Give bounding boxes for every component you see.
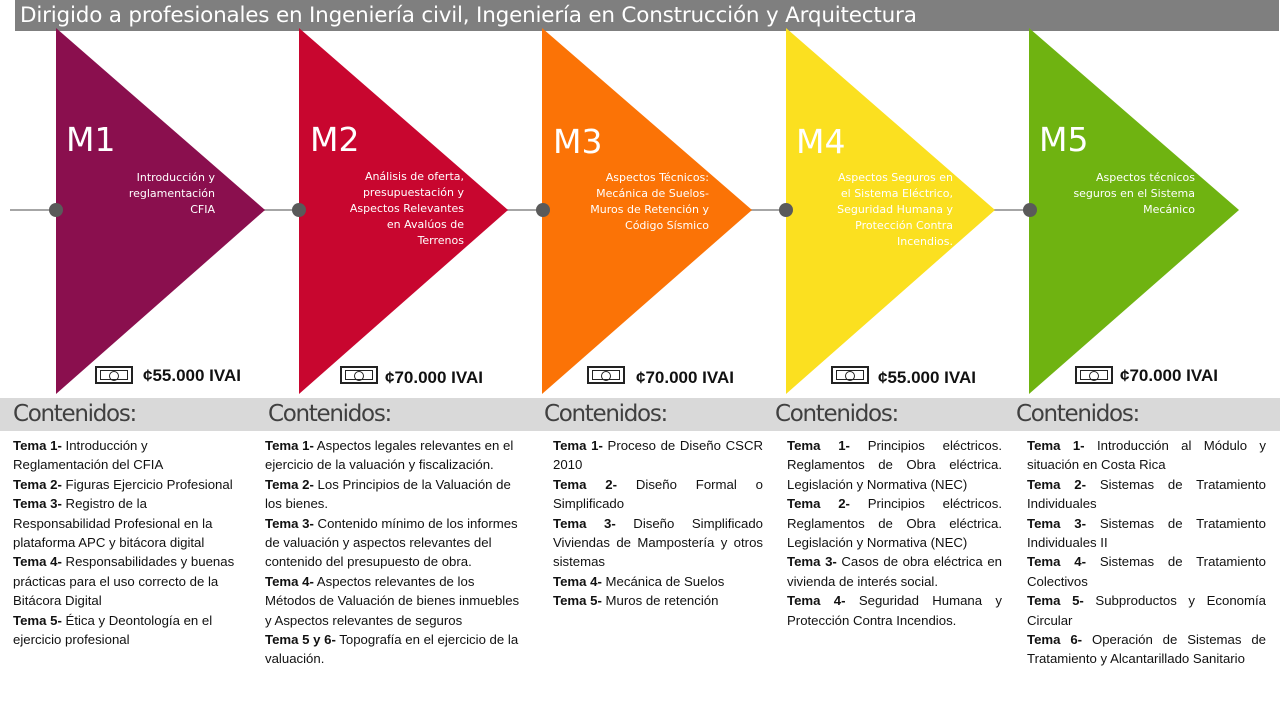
topic-item: Tema 5- Subproductos y Economía Circular <box>1027 593 1266 628</box>
topic-item: Tema 1- Aspectos legales relevantes en el ejercicio de la valuación y fiscalización. <box>265 438 514 473</box>
m1-money-icon <box>95 366 133 384</box>
topic-item: Tema 3- Contenido mínimo de los informes de valuación y aspectos relevantes del contenido del presupuesto de obra. <box>265 515 518 570</box>
topic-item: Tema 4- Responsabilidades y buenas prácticas para el uso correcto de la Bitácora Digital <box>13 554 235 609</box>
topic-item: Tema 4- Mecánica de Suelos <box>553 573 725 589</box>
m1-topics <box>13 436 235 649</box>
topic-item: Tema 1- Principios eléctricos. Reglamentos de Obra eléctrica. Legislación y Normativa (NEC) <box>787 438 1002 492</box>
topic-item: Tema 2- Sistemas de Tratamiento Individuales <box>1027 476 1266 512</box>
topic-item: Tema 2- Figuras Ejercicio Profesional <box>13 476 233 492</box>
m4-contents-label: Contenidos: <box>775 401 898 427</box>
m2-price: ¢70.000 IVAI <box>385 368 483 387</box>
m4-money-icon <box>831 366 869 384</box>
m4-price: ¢55.000 IVAI <box>878 368 976 387</box>
header-title: Dirigido a profesionales en Ingeniería civil, Ingeniería en Construcción y Arquitectura <box>20 3 917 28</box>
m5-code: M5 <box>1039 120 1089 159</box>
topic-item: Tema 3- Casos de obra eléctrica en vivienda de interés social. <box>787 554 1002 589</box>
topic-item: Tema 3- Sistemas de Tratamiento Individuales II <box>1027 515 1266 551</box>
m4-title: Aspectos Seguros en el Sistema Eléctrico, Seguridad Humana y Protección Contra Incendios. <box>837 171 953 248</box>
m2-code: M2 <box>310 120 360 159</box>
m5-dot <box>1023 203 1037 217</box>
topic-item: Tema 1- Introducción al Módulo y situación en Costa Rica <box>1027 438 1266 473</box>
topic-item: Tema 2- Principios eléctricos. Reglamentos de Obra eléctrica. Legislación y Normativa (NEC) <box>787 496 1002 551</box>
m2-title: Análisis de oferta, presupuestación y Aspectos Relevantes en Avalúos de Terrenos <box>349 170 464 247</box>
topic-item: Tema 3- Diseño Simplificado Viviendas de Mampostería y otros sistemas <box>553 515 763 570</box>
topic-item: Tema 4- Sistemas de Tratamiento Colectivos <box>1027 554 1266 589</box>
topic-item: Tema 4- Seguridad Humana y Protección Contra Incendios. <box>787 593 1002 628</box>
m1-title: Introducción y reglamentación CFIA <box>128 171 215 216</box>
m3-contents-label: Contenidos: <box>544 401 667 427</box>
m2-topics <box>265 436 527 669</box>
m3-code: M3 <box>553 122 603 161</box>
topic-item: Tema 3- Registro de la Responsabilidad Profesional en la plataforma APC y bitácora digital <box>13 496 213 551</box>
topic-item: Tema 6- Operación de Sistemas de Tratamiento y Alcantarillado Sanitario <box>1027 632 1266 667</box>
m3-money-icon <box>587 366 625 384</box>
m3-title: Aspectos Técnicos: Mecánica de Suelos- Muros de Retención y Código Sísmico <box>590 171 709 232</box>
topic-item: Tema 1- Proceso de Diseño CSCR 2010 <box>553 438 763 473</box>
topic-item: Tema 5- Muros de retención <box>553 593 719 609</box>
topic-item: Tema 2- Los Principios de la Valuación de los bienes. <box>265 476 511 512</box>
m5-contents-label: Contenidos: <box>1016 401 1139 427</box>
m3-topics <box>553 436 763 611</box>
topic-item: Tema 5 y 6- Topografía en el ejercicio de la valuación. <box>265 632 519 667</box>
m5-price: ¢70.000 IVAI <box>1120 366 1218 385</box>
m1-dot <box>49 203 63 217</box>
m1-contents-label: Contenidos: <box>13 401 136 427</box>
topic-item: Tema 5- Ética y Deontología en el ejercicio profesional <box>13 612 213 648</box>
m4-topics <box>787 436 1002 630</box>
m5-title: Aspectos técnicos seguros en el Sistema Mecánico <box>1073 171 1195 216</box>
m1-price: ¢55.000 IVAI <box>143 366 241 385</box>
m5-money-icon <box>1075 366 1113 384</box>
m3-dot <box>536 203 550 217</box>
m5-topics <box>1027 436 1266 669</box>
topic-item: Tema 1- Introducción y Reglamentación del CFIA <box>13 438 164 473</box>
m4-code: M4 <box>796 122 846 161</box>
topic-item: Tema 4- Aspectos relevantes de los Métodos de Valuación de bienes inmuebles y Aspectos relevantes de seguros <box>265 573 520 628</box>
m1-code: M1 <box>66 120 116 159</box>
m3-price: ¢70.000 IVAI <box>636 368 734 387</box>
topic-item: Tema 2- Diseño Formal o Simplificado <box>553 476 763 512</box>
m2-contents-label: Contenidos: <box>268 401 391 427</box>
m2-money-icon <box>340 366 378 384</box>
m2-dot <box>292 203 306 217</box>
m4-dot <box>779 203 793 217</box>
